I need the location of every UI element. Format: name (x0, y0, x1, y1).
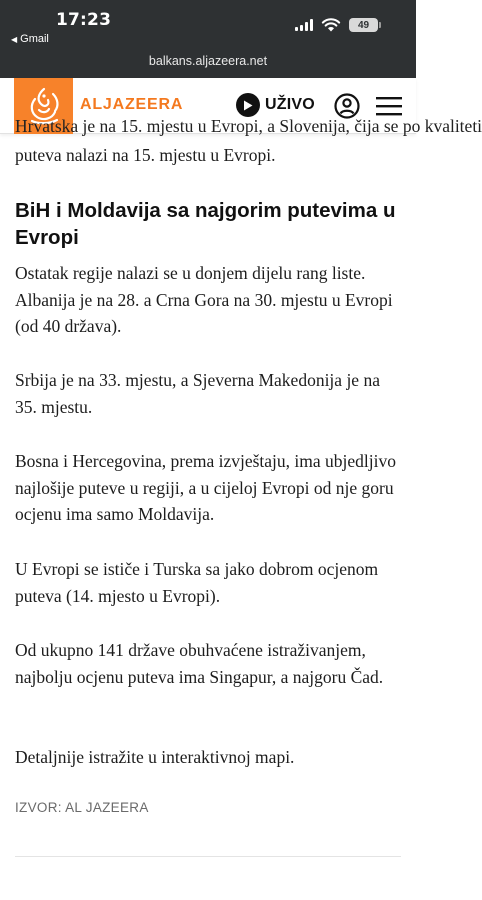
article-paragraph: Od ukupno 141 države obuhvaćene istraživanjem, najbolju ocjenu puteva ima Singapur, a najgoru Čad. (15, 640, 384, 687)
status-time: 17:23 (56, 10, 112, 30)
section-divider (15, 856, 401, 857)
article-cut-off-line (15, 116, 482, 142)
article-paragraph: Srbija je na 33. mjestu, a Sjeverna Makedonija je na 35. mjestu. (15, 370, 380, 417)
article-paragraph: Bosna i Hercegovina, prema izvještaju, ima ubjedljivo najlošije puteve u regiji, a u cijeloj Evropi od nje goru ocjenu ima samo Moldavija. (15, 451, 397, 524)
battery-icon (349, 18, 378, 32)
article-paragraph: U Evropi se ističe i Turska sa jako dobrom ocjenom puteva (14. mjesto u Evropi). (15, 559, 379, 606)
logo-wordmark[interactable]: ALJAZEERA (80, 96, 184, 113)
article-source: IZVOR: AL JAZEERA (15, 800, 149, 815)
back-to-app-link[interactable] (11, 33, 49, 45)
live-label: UŽIVO (265, 96, 315, 113)
article-paragraph: Ostatak regije nalazi se u donjem dijelu rang liste. Albanija je na 28. a Crna Gora na 30. mjestu u Evropi (od 40 država). (15, 263, 393, 336)
cellular-signal-icon (295, 19, 313, 31)
back-triangle-icon: ◀ (11, 34, 18, 44)
article-paragraph: puteva nalazi na 15. mjestu u Evropi. (15, 145, 276, 165)
browser-chrome (0, 0, 416, 78)
article-subheading: BiH i Moldavija sa najgorim putevima u Evropi (15, 199, 396, 249)
back-app-label: Gmail (20, 33, 49, 45)
status-indicators (295, 18, 378, 32)
battery-level: 49 (357, 19, 370, 31)
cut-off-text: Hrvatska je na 15. mjestu u Evropi, a Slovenija, čija se po kvaliteti (15, 116, 482, 136)
wifi-icon (321, 18, 341, 32)
article-paragraph: Detaljnije istražite u interaktivnoj mapi. (15, 747, 295, 767)
url-bar[interactable]: balkans.aljazeera.net (148, 54, 268, 68)
article-body (15, 116, 482, 900)
